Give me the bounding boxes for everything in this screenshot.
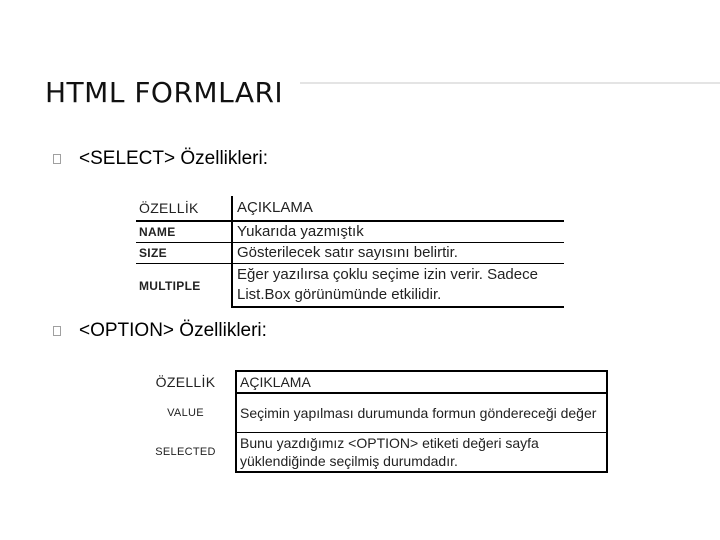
header-property: ÖZELLİK	[155, 374, 216, 390]
header-description: AÇIKLAMA	[236, 371, 607, 393]
row-description: Eğer yazılırsa çoklu seçime izin verir. Sadece List.Box görünümünde etkilidir.	[232, 264, 564, 308]
row-property: SIZE	[136, 243, 232, 264]
row-property: SELECTED	[155, 446, 216, 459]
row-property: NAME	[136, 221, 232, 243]
title-divider-line	[300, 82, 720, 84]
table-row	[136, 433, 607, 473]
row-property: MULTIPLE	[139, 278, 201, 293]
header-description: AÇIKLAMA	[232, 196, 564, 221]
header-property: ÖZELLİK	[136, 196, 232, 221]
row-property: VALUE	[167, 406, 204, 419]
row-description: Gösterilecek satır sayısını belirtir.	[232, 243, 564, 264]
slide-title: HTML FORMLARI	[45, 76, 284, 109]
option-properties-table	[136, 370, 608, 473]
bullet-square-icon	[53, 154, 61, 164]
bullet-option-properties	[53, 320, 267, 342]
table-row	[136, 393, 607, 433]
table-row	[136, 243, 564, 264]
table-header-row	[136, 196, 564, 221]
bullet-select-label: <SELECT> Özellikleri:	[79, 148, 269, 169]
table-header-row	[136, 371, 607, 393]
select-properties-table	[136, 196, 564, 308]
bullet-square-icon	[53, 326, 61, 336]
table-row	[136, 264, 564, 308]
bullet-select-properties	[53, 148, 268, 170]
bullet-option-label: <OPTION> Özellikleri:	[79, 320, 267, 341]
row-description: Yukarıda yazmıştık	[232, 221, 564, 243]
row-description: Seçimin yapılması durumunda formun göndereceği değer	[236, 393, 607, 433]
row-description: Bunu yazdığımız <OPTION> etiketi değeri sayfa yüklendiğinde seçilmiş durumdadır.	[236, 433, 607, 473]
table-row	[136, 221, 564, 243]
